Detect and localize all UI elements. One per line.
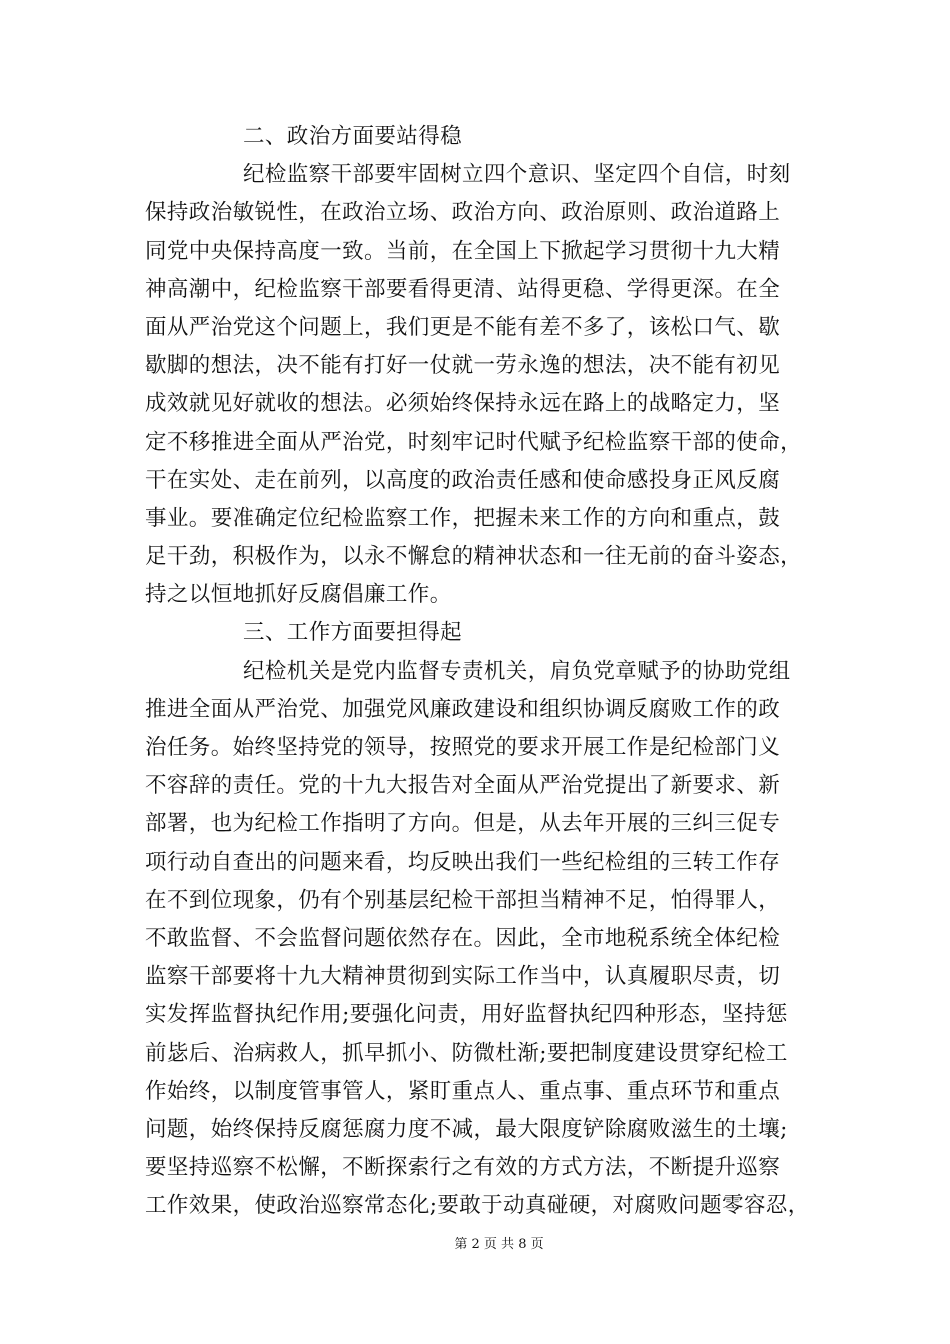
- paragraph-line: 干在实处、走在前列，以高度的政治责任感和使命感投身正风反腐: [145, 467, 781, 493]
- paragraph-line: 成效就见好就收的想法。必须始终保持永远在路上的战略定力，坚: [145, 391, 781, 417]
- paragraph-line: 治任务。始终坚持党的领导，按照党的要求开展工作是纪检部门义: [145, 735, 781, 760]
- paragraph-line: 不容辞的责任。党的十九大报告对全面从严治党提出了新要求、新: [145, 773, 781, 799]
- paragraph-line: 神高潮中，纪检监察干部要看得更清、站得更稳、学得更深。在全: [145, 276, 781, 302]
- paragraph-line: 持之以恒地抓好反腐倡廉工作。: [145, 582, 452, 608]
- paragraph-line: 纪检机关是党内监督专责机关，肩负党章赋予的协助党组: [243, 658, 791, 684]
- paragraph-line: 歇脚的想法，决不能有打好一仗就一劳永逸的想法，决不能有初见: [145, 353, 781, 379]
- paragraph-line: 定不移推进全面从严治党，时刻牢记时代赋予纪检监察干部的使命，: [145, 429, 803, 455]
- paragraph-line: 工作效果，使政治巡察常态化;要敢于动真碰硬，对腐败问题零容忍，: [145, 1193, 810, 1219]
- page-number: 第 2 页 共 8 页: [454, 1237, 544, 1252]
- paragraph-line: 保持政治敏锐性，在政治立场、政治方向、政治原则、政治道路上: [145, 200, 781, 226]
- paragraph-line: 不敢监督、不会监督问题依然存在。因此，全市地税系统全体纪检: [145, 925, 781, 951]
- section-heading: 三、工作方面要担得起: [243, 620, 463, 646]
- document-body: [145, 118, 813, 1225]
- section-heading: 二、政治方面要站得稳: [243, 124, 463, 149]
- paragraph-line: 作始终，以制度管事管人，紧盯重点人、重点事、重点环节和重点: [145, 1078, 781, 1104]
- paragraph-line: 推进全面从严治党、加强党风廉政建设和组织协调反腐败工作的政: [145, 696, 781, 722]
- paragraph-line: 项行动自查出的问题来看，均反映出我们一些纪检组的三转工作存: [145, 849, 781, 875]
- paragraph-line: 面从严治党这个问题上，我们更是不能有差不多了，该松口气、歇: [145, 314, 781, 340]
- paragraph-line: 部署，也为纪检工作指明了方向。但是，从去年开展的三纠三促专: [145, 811, 781, 837]
- paragraph-line: 前毖后、治病救人，抓早抓小、防微杜渐;要把制度建设贯穿纪检工: [145, 1040, 788, 1066]
- paragraph-line: 实发挥监督执纪作用;要强化问责，用好监督执纪四种形态，坚持惩: [145, 1002, 788, 1028]
- paragraph-line: 问题，始终保持反腐惩腐力度不减，最大限度铲除腐败滋生的土壤;: [145, 1116, 788, 1142]
- paragraph-line: 足干劲，积极作为，以永不懈怠的精神状态和一往无前的奋斗姿态，: [145, 544, 803, 570]
- paragraph-line: 监察干部要将十九大精神贯彻到实际工作当中，认真履职尽责，切: [145, 964, 781, 990]
- paragraph-line: 要坚持巡察不松懈，不断探索行之有效的方式方法，不断提升巡察: [145, 1155, 781, 1181]
- paragraph-line: 事业。要准确定位纪检监察工作，把握未来工作的方向和重点，鼓: [145, 505, 781, 531]
- paragraph-line: 同党中央保持高度一致。当前，在全国上下掀起学习贯彻十九大精: [145, 238, 781, 264]
- paragraph-line: 纪检监察干部要牢固树立四个意识、坚定四个自信，时刻: [243, 162, 791, 188]
- paragraph-line: 在不到位现象，仍有个别基层纪检干部担当精神不足，怕得罪人，: [145, 887, 781, 913]
- page-footer: [0, 1236, 950, 1254]
